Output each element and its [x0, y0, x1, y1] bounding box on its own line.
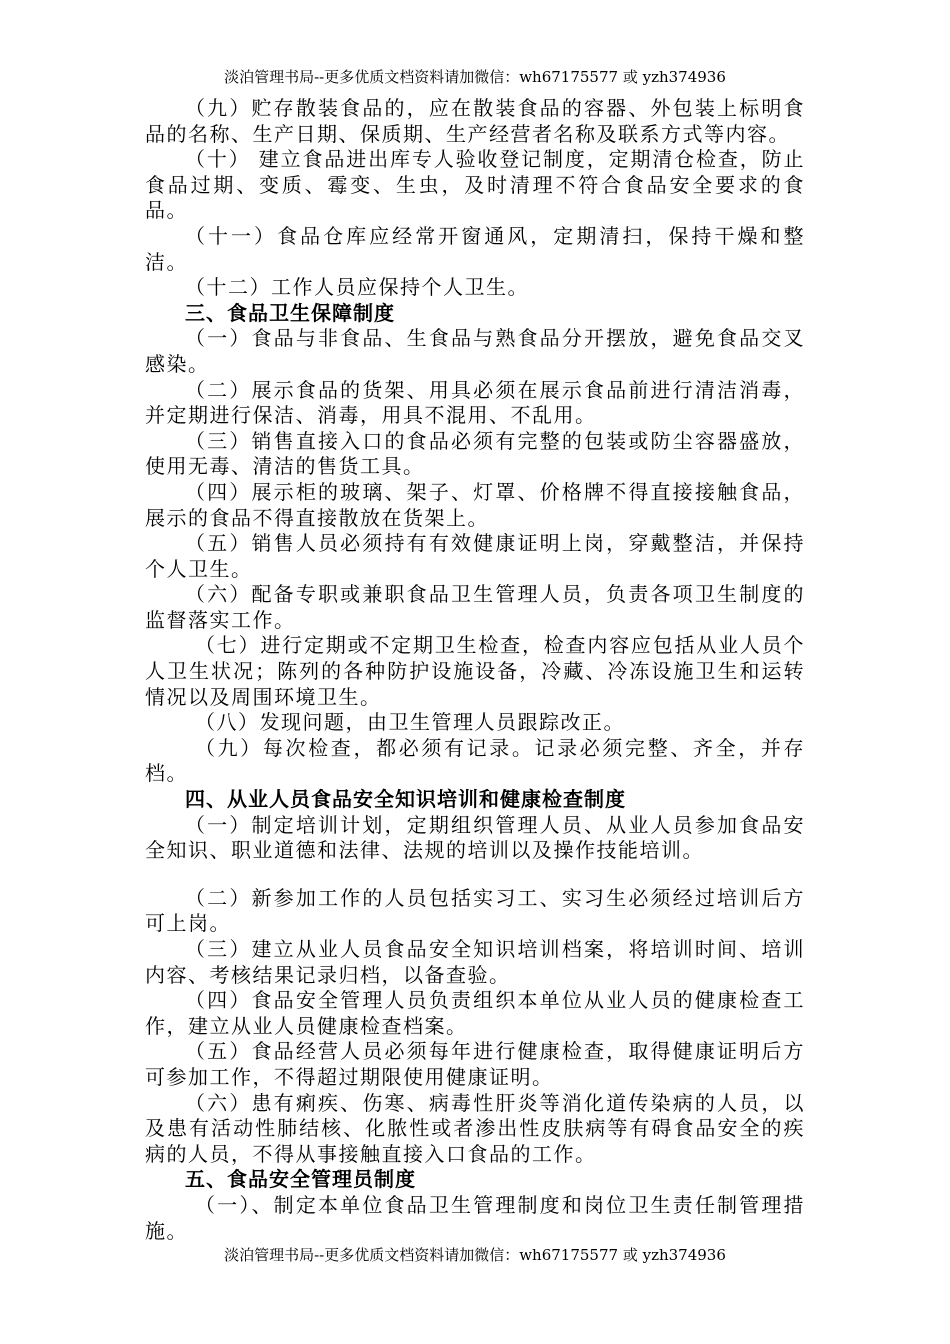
paragraph: （十） 建立食品进出库专人验收登记制度，定期清仓检查，防止食品过期、变质、霉变、生虫，及时清理不符合食品安全要求的食品。: [145, 147, 805, 223]
paragraph: （六）配备专职或兼职食品卫生管理人员，负责各项卫生制度的监督落实工作。: [145, 582, 805, 632]
paragraph: （六）患有痢疾、伤寒、病毒性肝炎等消化道传染病的人员，以及患有活动性肺结核、化脓性或者渗出性皮肤病等有碍食品安全的疾病的人员，不得从事接触直接入口食品的工作。: [145, 1090, 805, 1166]
paragraph: （三）建立从业人员食品安全知识培训档案，将培训时间、培训内容、考核结果记录归档，以备查验。: [145, 937, 805, 987]
paragraph: （十二）工作人员应保持个人卫生。: [185, 275, 529, 300]
paragraph: （一）食品与非食品、生食品与熟食品分开摆放，避免食品交叉感染。: [145, 326, 805, 376]
page-footer: 淡泊管理书局--更多优质文档资料请加微信：wh67175577 或 yzh374936: [224, 1246, 726, 1264]
paragraph: （十一）食品仓库应经常开窗通风，定期清扫，保持干燥和整洁。: [145, 223, 805, 274]
section-heading: 三、食品卫生保障制度: [185, 300, 395, 325]
paragraph: （二）展示食品的货架、用具必须在展示食品前进行清洁消毒，并定期进行保洁、消毒，用具不混用、不乱用。: [145, 377, 805, 428]
paragraph: （八）发现问题，由卫生管理人员跟踪改正。: [195, 710, 625, 735]
paragraph: （七）进行定期或不定期卫生检查，检查内容应包括从业人员个人卫生状况；陈列的各种防护设施设备，冷藏、冷冻设施卫生和运转情况以及周围环境卫生。: [145, 633, 805, 709]
document-body: [145, 96, 805, 1244]
paragraph: （四）食品安全管理人员负责组织本单位从业人员的健康检查工作，建立从业人员健康检查档案。: [145, 988, 805, 1038]
paragraph: （九）贮存散装食品的，应在散装食品的容器、外包装上标明食品的名称、生产日期、保质期、生产经营者名称及联系方式等内容。: [145, 96, 805, 146]
paragraph: （九）每次检查，都必须有记录。记录必须完整、齐全，并存档。: [145, 735, 805, 786]
paragraph: （五）食品经营人员必须每年进行健康检查，取得健康证明后方可参加工作，不得超过期限使用健康证明。: [145, 1039, 805, 1089]
page-header: 淡泊管理书局--更多优质文档资料请加微信：wh67175577 或 yzh374936: [224, 68, 726, 86]
section-heading: 四、从业人员食品安全知识培训和健康检查制度: [185, 787, 626, 812]
paragraph: （一）、制定本单位食品卫生管理制度和岗位卫生责任制管理措施。: [145, 1192, 805, 1243]
paragraph: （二）新参加工作的人员包括实习工、实习生必须经过培训后方可上岗。: [145, 885, 805, 936]
paragraph: （四）展示柜的玻璃、架子、灯罩、价格牌不得直接接触食品，展示的食品不得直接散放在货架上。: [145, 479, 805, 530]
paragraph: （三）销售直接入口的食品必须有完整的包装或防尘容器盛放，使用无毒、清洁的售货工具。: [145, 428, 805, 479]
paragraph: （一）制定培训计划，定期组织管理人员、从业人员参加食品安全知识、职业道德和法律、法规的培训以及操作技能培训。: [145, 812, 805, 863]
section-heading: 五、食品安全管理员制度: [185, 1167, 416, 1192]
paragraph: （五）销售人员必须持有有效健康证明上岗，穿戴整洁，并保持个人卫生。: [145, 531, 805, 581]
paragraph-gap: [145, 864, 805, 886]
